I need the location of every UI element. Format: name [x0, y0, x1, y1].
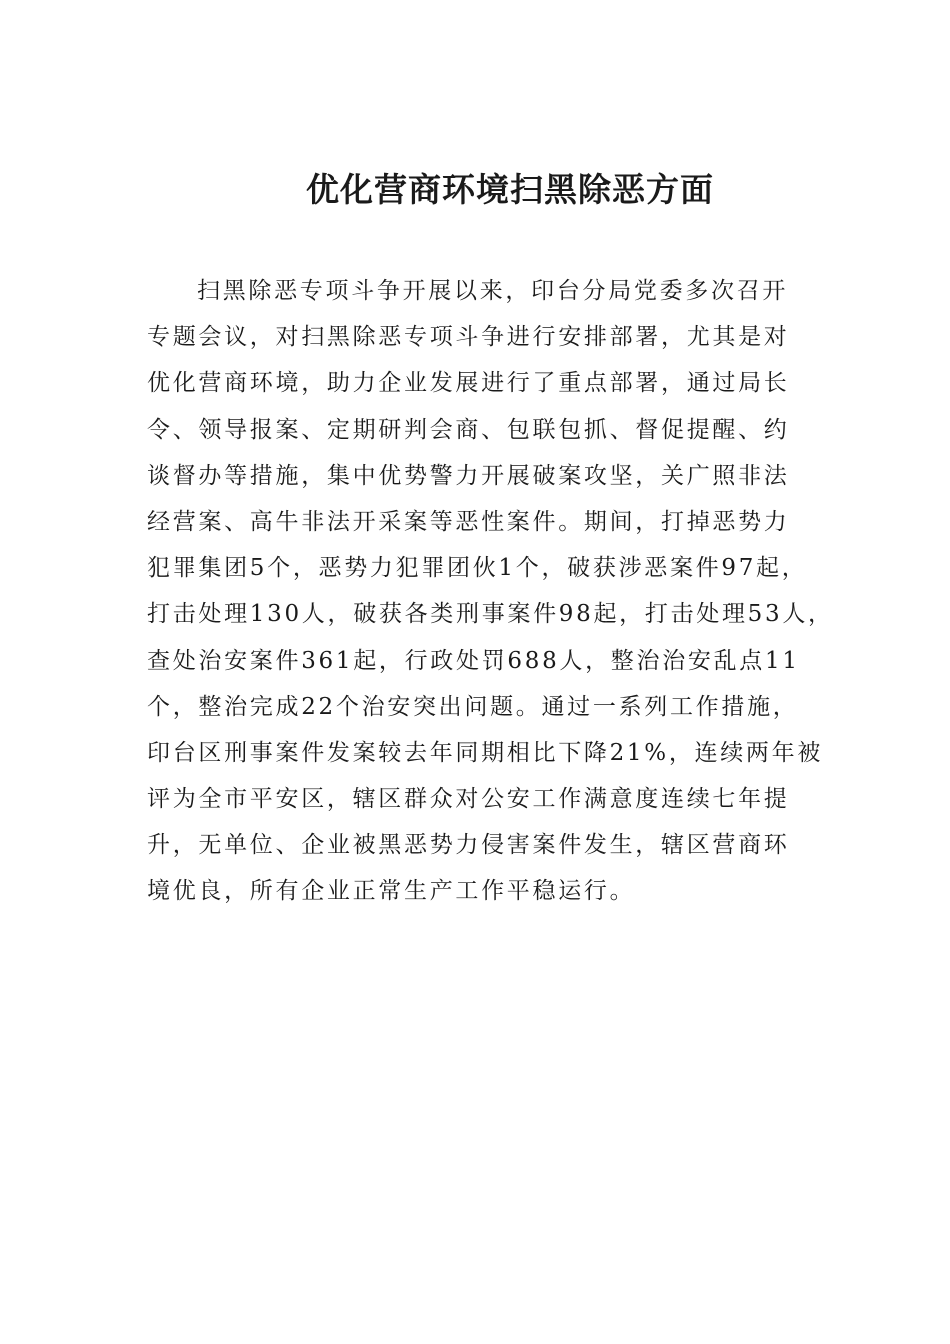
paragraph-line: 境优良，所有企业正常生产工作平稳运行。	[147, 878, 636, 905]
paragraph-line: 令、领导报案、定期研判会商、包联包抓、督促提醒、约	[147, 416, 790, 443]
paragraph-line: 经营案、高牛非法开采案等恶性案件。期间，打掉恶势力	[147, 508, 790, 535]
document-title: 优化营商环境扫黑除恶方面	[306, 170, 714, 209]
paragraph-line: 查处治安案件361起，行政处罚688人，整治治安乱点11	[147, 647, 800, 674]
paragraph-line: 印台区刑事案件发案较去年同期相比下降21%，连续两年被	[147, 739, 824, 766]
paragraph-line: 犯罪集团5个，恶势力犯罪团伙1个，破获涉恶案件97起，	[147, 555, 808, 582]
paragraph-line: 扫黑除恶专项斗争开展以来，印台分局党委多次召开	[197, 278, 789, 304]
paragraph-line: 个，整治完成22个治安突出问题。通过一系列工作措施，	[147, 693, 799, 720]
paragraph-line: 打击处理130人，破获各类刑事案件98起，打击处理53人，	[147, 601, 834, 628]
document-body	[147, 268, 834, 915]
paragraph-line: 专题会议，对扫黑除恶专项斗争进行安排部署，尤其是对	[147, 324, 790, 351]
paragraph-line: 升，无单位、企业被黑恶势力侵害案件发生，辖区营商环	[147, 832, 790, 859]
paragraph-line: 优化营商环境，助力企业发展进行了重点部署，通过局长	[147, 370, 790, 397]
paragraph-line: 谈督办等措施，集中优势警力开展破案攻坚，关广照非法	[147, 462, 790, 489]
paragraph-line: 评为全市平安区，辖区群众对公安工作满意度连续七年提	[147, 786, 790, 813]
